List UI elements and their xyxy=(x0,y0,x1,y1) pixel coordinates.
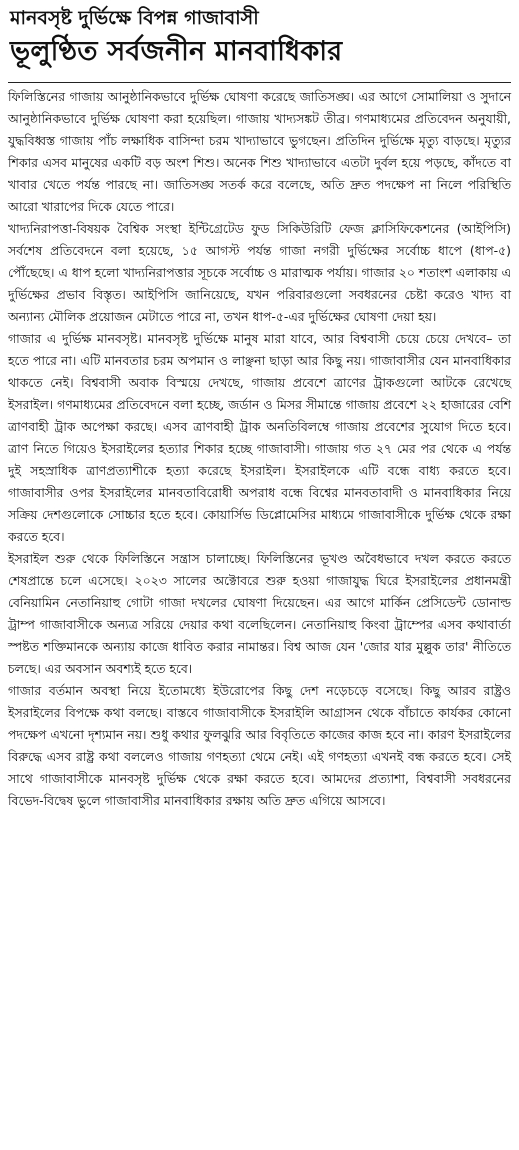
article-paragraph: গাজার বর্তমান অবস্থা নিয়ে ইতোমধ্যে ইউরোপের কিছু দেশ নড়েচড়ে বসেছে। কিছু আরব রাষ্ট্রও ইসরাইলের বিপক্ষে কথা বলছে। বাস্তবে গাজাবাসীকে ইসরাইলি আগ্রাসন থেকে বাঁচাতে কার্যকর কোনো পদক্ষেপ এখনো দৃশ্যমান নয়। শুধু কথার ফুলঝুরি আর বিবৃতিতে কাজের কাজ হবে না। কারণ ইসরাইলের বিরুদ্ধে এসব রাষ্ট্র কথা বললেও গাজায় গণহত্যা থেমে নেই। এই গণহত্যা এখনই বন্ধ করতে হবে। সেই সাথে গাজাবাসীকে মানবসৃষ্ট দুর্ভিক্ষ থেকে রক্ষা করতে হবে। আমদের প্রত্যাশা, বিশ্ববাসী সবধরনের বিভেদ-বিদ্বেষ ভুলে গাজাবাসীর মানবাধিকার রক্ষায় অতি দ্রুত এগিয়ে আসবে। xyxy=(8,683,511,808)
article-paragraph: গাজার এ দুর্ভিক্ষ মানবসৃষ্ট। মানবসৃষ্ট দুর্ভিক্ষে মানুষ মারা যাবে, আর বিশ্ববাসী চেয়ে চেয়ে দেখবে– তা হতে পারে না। এটি মানবতার চরম অপমান ও লাঞ্ছনা ছাড়া আর কিছু নয়। গাজাবাসীর যেন মানবাধিকার থাকতে নেই। বিশ্ববাসী অবাক বিস্ময়ে দেখছে, গাজায় প্রবেশে ত্রাণের ট্রাকগুলো আটকে রেখেছে ইসরাইল। গণমাধ্যমের প্রতিবেদনে বলা হচ্ছে, জর্ডান ও মিসর সীমান্তে গাজায় প্রবেশে ২২ হাজারের বেশি ত্রাণবাহী ট্রাক অপেক্ষা করছে। এসব ত্রাণবাহী ট্রাক অনতিবিলম্বে গাজায় প্রবেশের সুযোগ দিতে হবে। ত্রাণ নিতে গিয়েও ইসরাইলের হত্যার শিকার হচ্ছে গাজাবাসী। গাজায় গত ২৭ মের পর থেকে এ পর্যন্ত দুই সহস্রাধিক ত্রাণপ্রত্যাশীকে হত্যা করেছে ইসরাইল। ইসরাইলকে এটি বন্ধে বাধ্য করতে হবে। গাজাবাসীর ওপর ইসরাইলের মানবতাবিরোধী অপরাধ বন্ধে বিশ্বের মানবতাবাদী ও মানবাধিকার নিয়ে সক্রিয় দেশগুলোকে সোচ্চার হতে হবে। কোয়ার্সিভ ডিপ্লোমেসির মাধ্যমে গাজাবাসীকে দুর্ভিক্ষ থেকে রক্ষা করতে হবে। xyxy=(8,331,511,544)
article-headline: ভূলুণ্ঠিত সর্বজনীন মানবাধিকার xyxy=(10,36,343,67)
headline-divider xyxy=(8,82,511,83)
article-body xyxy=(8,86,511,812)
article-paragraph: ইসরাইল শুরু থেকে ফিলিস্তিনে সন্ত্রাস চালাচ্ছে। ফিলিস্তিনের ভূখণ্ড অবৈধভাবে দখল করতে করতে শেষপ্রান্তে চলে এসেছে। ২০২৩ সালের অক্টোবরে শুরু হওয়া গাজাযুদ্ধ ঘিরে ইসরাইলের প্রধানমন্ত্রী বেনিয়ামিন নেতানিয়াহু গোটা গাজা দখলের ঘোষণা দিয়েছেন। এর আগে মার্কিন প্রেসিডেন্ট ডোনাল্ড ট্রাম্প গাজাবাসীকে অন্যত্র সরিয়ে দেয়ার কথা বলেছিলেন। নেতানিয়াহু কিংবা ট্রাম্পের এসব কথাবার্তা স্পষ্টত শক্তিমানকে অন্যায় কাজে ধাবিত করার নামান্তর। বিশ্ব আজ যেন 'জোর যার মুল্লুক তার' নীতিতে চলছে। এর অবসান অবশ্যই হতে হবে। xyxy=(8,551,511,676)
article-kicker: মানবসৃষ্ট দুর্ভিক্ষে বিপন্ন গাজাবাসী xyxy=(10,7,259,29)
article-paragraph: খাদ্যনিরাপত্তা-বিষয়ক বৈশ্বিক সংস্থা ইন্টিগ্রেটেড ফুড সিকিউরিটি ফেজ ক্লাসিফিকেশনের (আইপিসি) সর্বশেষ প্রতিবেদনে বলা হয়েছে, ১৫ আগস্ট পর্যন্ত গাজা নগরী দুর্ভিক্ষের সর্বোচ্চ ধাপে (ধাপ-৫) পৌঁছেছে। এ ধাপ হলো খাদ্যনিরাপত্তার সূচকে সর্বোচ্চ ও মারাত্মক পর্যায়। গাজার ২০ শতাংশ এলাকায় এ দুর্ভিক্ষের প্রভাব বিস্তৃত। আইপিসি জানিয়েছে, যখন পরিবারগুলো সবধরনের চেষ্টা করেও খাদ্য বা অন্যান্য মৌলিক প্রয়োজন মেটাতে পারে না, তখন ধাপ-৫-এর দুর্ভিক্ষের ঘোষণা দেয়া হয়। xyxy=(8,221,511,324)
article-paragraph: ফিলিস্তিনের গাজায় আনুষ্ঠানিকভাবে দুর্ভিক্ষ ঘোষণা করেছে জাতিসঙ্ঘ। এর আগে সোমালিয়া ও সুদানে আনুষ্ঠানিকভাবে দুর্ভিক্ষ ঘোষণা করা হয়েছিল। গাজায় খাদ্যসঙ্কট তীব্র। গণমাধ্যমের প্রতিবেদন অনুযায়ী, যুদ্ধবিধ্বস্ত গাজায় পাঁচ লক্ষাধিক বাসিন্দা চরম খাদ্যাভাবে ভুগছেন। প্রতিদিন দুর্ভিক্ষে মৃত্যু বাড়ছে। মৃত্যুর শিকার এসব মানুষের একটি বড় অংশ শিশু। অনেক শিশু খাদ্যাভাবে এতটা দুর্বল হয়ে পড়ছে, কাঁদতে বা খাবার খেতে পর্যন্ত পারছে না। জাতিসঙ্ঘ সতর্ক করে বলেছে, অতি দ্রুত পদক্ষেপ না নিলে পরিস্থিতি আরো খারাপের দিকে যেতে পারে। xyxy=(8,89,511,214)
